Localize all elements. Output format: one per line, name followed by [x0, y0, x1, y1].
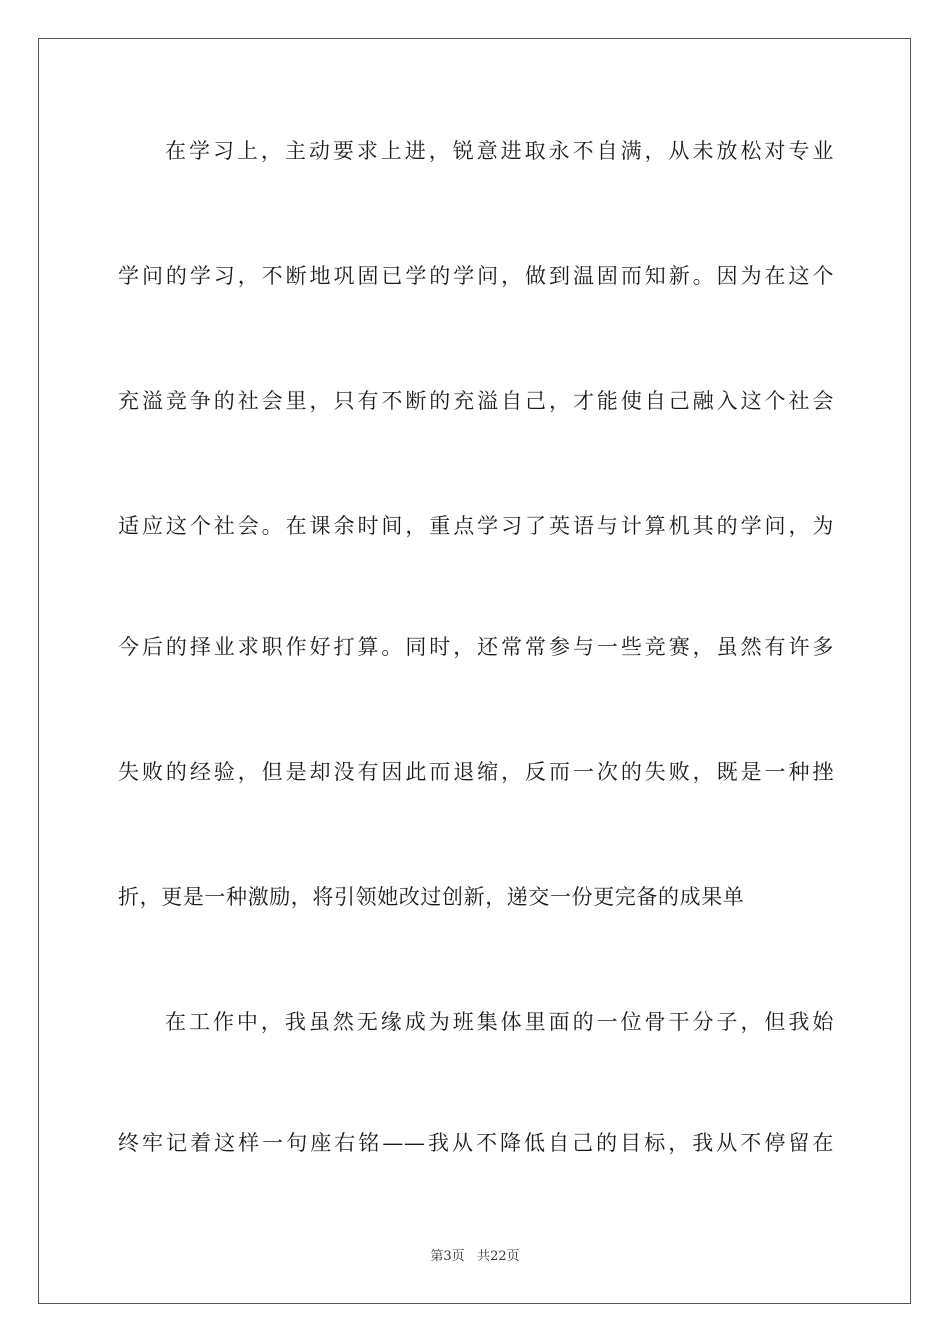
paragraph-1-line-1: 在学习上，主动要求上进，锐意进取永不自满，从未放松对专业: [165, 139, 834, 163]
page-total: 共22页: [477, 1249, 520, 1264]
paragraph-1-line-2: 学问的学习，不断地巩固已学的学问，做到温固而知新。因为在这个: [118, 264, 834, 288]
page-number: 第3页: [430, 1249, 465, 1264]
paragraph-1-line-4: 适应这个社会。在课余时间，重点学习了英语与计算机其的学问，为: [118, 514, 834, 538]
paragraph-1-line-3: 充溢竞争的社会里，只有不断的充溢自己，才能使自己融入这个社会: [118, 389, 834, 413]
paragraph-2-line-1: 在工作中，我虽然无缘成为班集体里面的一位骨干分子，但我始: [165, 1010, 834, 1034]
page-footer: [0, 1245, 950, 1264]
paragraph-2-line-2: 终牢记着这样一句座右铭——我从不降低自己的目标，我从不停留在: [118, 1131, 834, 1155]
paragraph-1-line-6: 失败的经验，但是却没有因此而退缩，反而一次的失败，既是一种挫: [118, 760, 834, 784]
paragraph-1-line-7: 折，更是一种激励，将引领她改过创新，递交一份更完备的成果单: [118, 885, 745, 909]
page-border: [38, 38, 911, 1304]
paragraph-1-line-5: 今后的择业求职作好打算。同时，还常常参与一些竞赛，虽然有许多: [118, 635, 834, 659]
